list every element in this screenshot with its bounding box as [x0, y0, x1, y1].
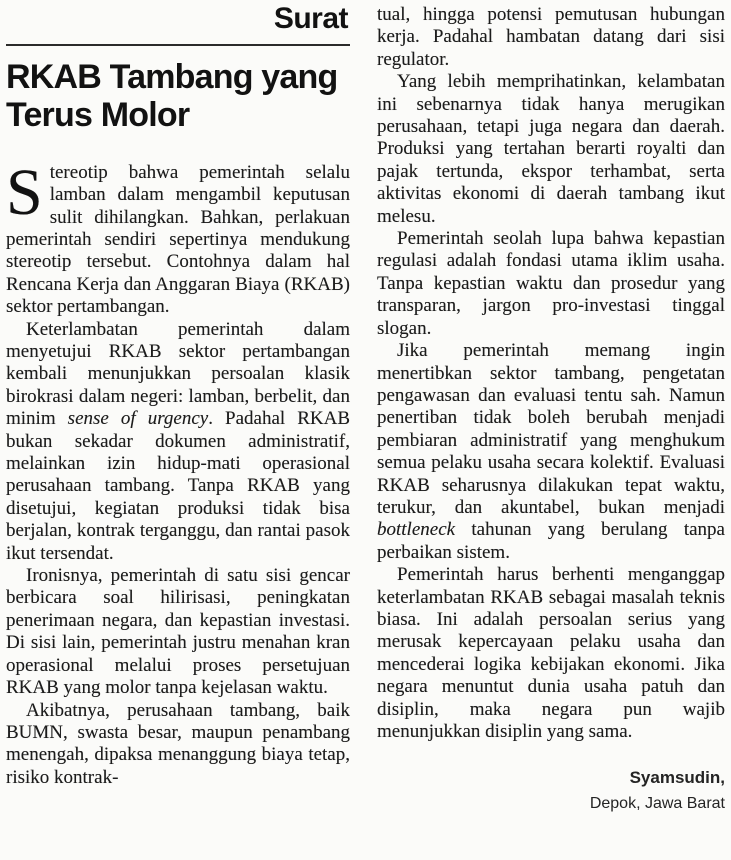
article-paragraph: Pemerintah seolah lupa bahwa kepastian regulasi adalah fondasi utama iklim usaha. Tanpa kepastian waktu dan prosedur yang transparan, jargon pro-investasi tinggal slogan.	[377, 228, 725, 339]
article-paragraph: Pemerintah harus berhenti menganggap keterlambatan RKAB sebagai masalah teknis biasa. Ini adalah persoalan serius yang merusak kepercayaan pelaku usaha dan mencederai logika kebijakan ekonomi. Jika negara menuntut dunia usaha patuh dan disiplin, maka negara pun wajib menunjukkan disiplin yang sama.	[377, 564, 725, 742]
article-column-right	[377, 4, 725, 817]
section-label: Surat	[273, 2, 348, 35]
drop-cap: S	[6, 155, 43, 229]
article-column-left	[6, 0, 350, 789]
article-paragraph: Ironisnya, pemerintah di satu sisi gencar berbicara soal hilirisasi, peningkatan penerimaan negara, dan kepastian investasi. Di sisi lain, pemerintah justru menahan kran operasional melalui proses persetujuan RKAB yang molor tanpa kejelasan waktu.	[6, 565, 350, 699]
article-headline: RKAB Tambang yang Terus Molor	[6, 57, 338, 134]
signature-block	[377, 765, 725, 817]
section-divider-rule	[6, 44, 350, 46]
article-paragraph: Yang lebih memprihatinkan, kelambatan ini sebenarnya tidak hanya merugikan perusahaan, tetapi juga negara dan daerah. Produksi yang tertahan berarti royalti dan pajak tertunda, ekspor terhambat, serta aktivitas ekonomi di daerah tambang ikut melesu.	[377, 71, 725, 227]
article-paragraph: Keterlambatan pemerintah dalam menyetujui RKAB sektor pertambangan kembali menunjukkan persoalan klasik birokrasi dalam negeri: lamban, berbelit, dan minim sense of urgency. Padahal RKAB bukan sekadar dokumen administratif, melainkan izin hidup-mati operasional perusahaan tambang. Tanpa RKAB yang disetujui, kegiatan produksi tidak bisa berjalan, kontrak terganggu, dan rantai pasok ikut tersendat.	[6, 318, 350, 564]
article-paragraph: Jika pemerintah memang ingin menertibkan sektor tambang, pengetatan pengawasan dan evaluasi tentu sah. Namun penertiban tidak boleh berubah menjadi pembiaran administratif yang menghukum semua pelaku usaha secara kolektif. Evaluasi RKAB seharusnya dilakukan tepat waktu, terukur, dan akuntabel, bukan menjadi bottleneck tahunan yang berulang tanpa perbaikan sistem.	[377, 340, 725, 563]
signature-name: Syamsudin,	[629, 768, 725, 788]
article-paragraph: Akibatnya, perusahaan tambang, baik BUMN, swasta besar, maupun penambang menengah, dipaksa menanggung biaya tetap, risiko kontrak-	[6, 699, 350, 788]
signature-location: Depok, Jawa Barat	[589, 795, 725, 813]
article-paragraph: Stereotip bahwa pemerintah selalu lamban dalam mengambil keputusan sulit dihilangkan. Bahkan, perlakuan pemerintah sendiri sepertinya mendukung stereotip tersebut. Contohnya dalam hal Rencana Kerja dan Anggaran Biaya (RKAB) sektor pertambangan.	[6, 155, 350, 318]
article-paragraph: tual, hingga potensi pemutusan hubungan kerja. Padahal hambatan datang dari sisi regulator.	[377, 4, 725, 70]
